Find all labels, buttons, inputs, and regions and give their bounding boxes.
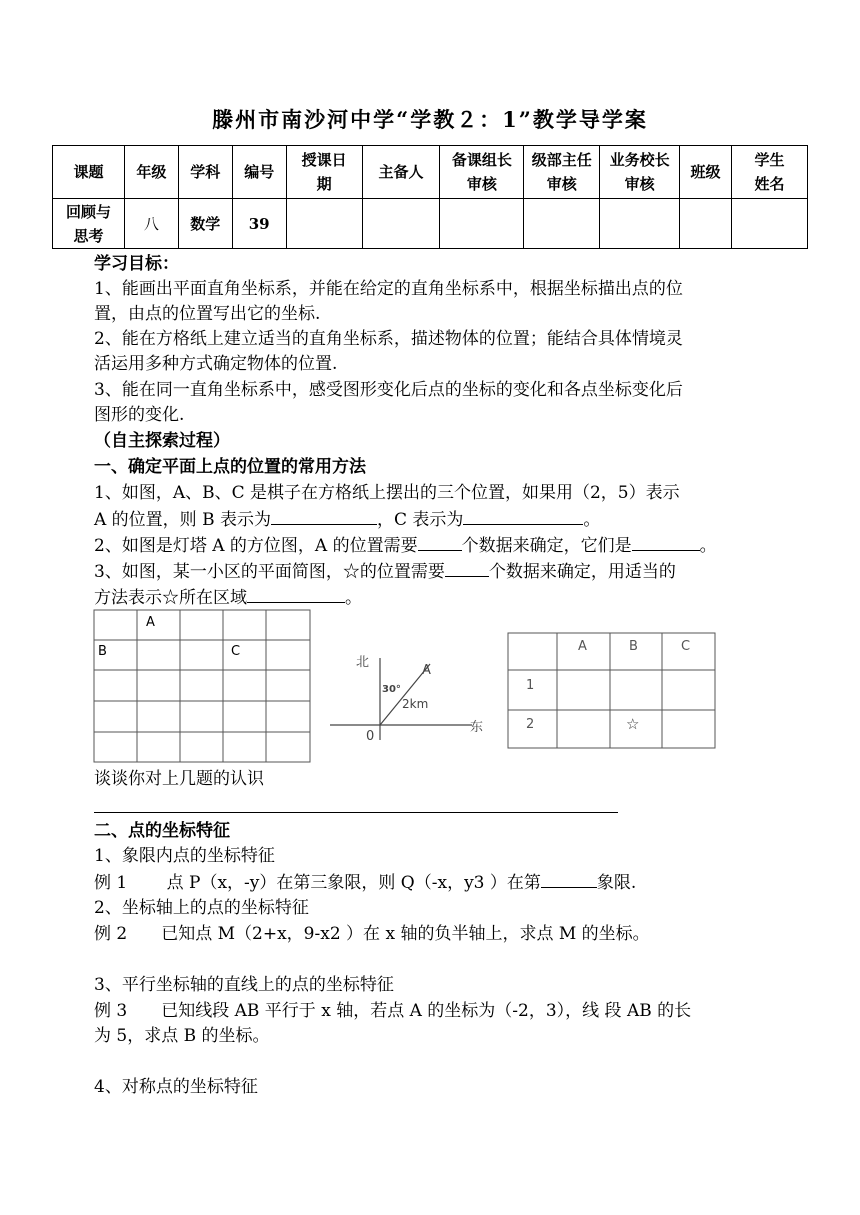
angle-label: 30° [382,684,401,695]
grid-label-c: C [231,644,241,659]
chessboard-grid-figure [92,609,314,765]
question-1-text-a: A 的位置，则 B 表示为 [94,510,271,530]
discussion-prompt: 谈谈你对上几题的认识 [94,769,264,789]
header-cell: 班级 [680,146,732,199]
exploration-heading: （自主探索过程） [94,431,230,451]
section-2-heading: 二、点的坐标特征 [94,821,230,841]
header-cell: 学科 [178,146,232,199]
goal-2-line-1: 2、能在方格纸上建立适当的直角坐标系，描述物体的位置；能结合具体情境灵 [94,329,683,349]
answer-blank-star-count[interactable] [445,559,489,577]
question-3-text-c: 方法表示☆所在区域 [94,588,247,608]
header-cell: 授课日期 [286,146,362,199]
distance-label: 2km [402,697,429,711]
question-3-text-d: 。 [345,588,362,608]
example-3-line-2: 为 5，求点 B 的坐标。 [94,1026,270,1046]
answer-blank-count[interactable] [418,533,462,551]
value-cell: 八 [124,199,178,249]
goals-heading: 学习目标： [94,254,179,274]
info-value-row [53,199,808,249]
question-1-text-b: ，C 表示为 [376,510,464,530]
subsection-1: 1、象限内点的坐标特征 [94,846,275,866]
east-label: 东 [470,720,484,735]
example-1-text: 例 1 点 P（x，-y）在第三象限，则 Q（-x，y3 ）在第 [94,873,541,893]
map-column-a: A [578,639,587,654]
header-cell: 编号 [232,146,286,199]
question-3-text-b: 个数据来确定，用适当的 [488,562,676,582]
map-row-2: 2 [526,717,535,732]
page-title: 滕州市南沙河中学“学教２：1”教学导学案 [212,107,648,132]
answer-blank-b[interactable] [271,507,377,525]
info-header-row [53,146,808,199]
example-2: 例 2 已知点 M（2+x，9-x2 ）在 x 轴的负半轴上，求点 M 的坐标。 [94,924,650,944]
lighthouse-bearing-figure [326,652,490,748]
value-cell [680,199,732,249]
goal-1-line-1: 1、能画出平面直角坐标系，并能在给定的直角坐标系中，根据坐标描出点的位 [94,279,683,299]
example-3-line-1: 例 3 已知线段 AB 平行于 x 轴，若点 A 的坐标为（-2，3），线 段 AB 的长 [94,1001,692,1021]
value-cell [362,199,440,249]
question-2 [94,533,717,558]
map-column-c: C [681,639,691,654]
goal-1-line-2: 置，由点的位置写出它的坐标. [94,304,321,324]
header-cell: 业务校长审核 [600,146,680,199]
question-3-line-2 [94,585,362,610]
example-1-tail: 象限. [596,873,637,893]
point-a-label: A [422,663,431,678]
question-1-line-2 [94,507,600,532]
value-cell [440,199,524,249]
value-cell [731,199,807,249]
info-table [52,145,808,249]
goal-2-line-2: 活运用多种方式确定物体的位置. [94,354,338,374]
question-2-text-c: 。 [699,536,717,556]
value-cell: 39 [232,199,286,249]
value-cell [286,199,362,249]
discussion-answer-line[interactable] [94,812,618,813]
header-cell: 备课组长审核 [440,146,524,199]
question-3-line-1 [94,559,676,584]
example-1 [94,870,636,895]
question-3-text-a: 3、如图，某一小区的平面简图，☆的位置需要 [94,562,445,582]
grid-label-a: A [146,615,155,630]
answer-blank-quadrant[interactable] [541,870,597,888]
value-cell [600,199,680,249]
header-cell: 主备人 [362,146,440,199]
subsection-3: 3、平行坐标轴的直线上的点的坐标特征 [94,975,394,995]
header-cell: 学生姓名 [731,146,807,199]
value-cell: 数学 [178,199,232,249]
star-icon: ☆ [626,715,640,733]
question-2-text-a: 2、如图是灯塔 A 的方位图，A 的位置需要 [94,536,418,556]
subsection-4: 4、对称点的坐标特征 [94,1077,258,1097]
map-row-1: 1 [526,678,535,693]
residential-map-figure [505,631,719,751]
answer-blank-data[interactable] [632,533,700,551]
header-cell: 级部主任审核 [524,146,600,199]
question-1-text-c: 。 [583,510,601,530]
map-column-b: B [629,639,638,654]
section-1-heading: 一、确定平面上点的位置的常用方法 [94,457,366,477]
header-cell: 年级 [124,146,178,199]
answer-blank-region[interactable] [247,585,345,603]
goal-3-line-2: 图形的变化. [94,405,185,425]
subsection-2: 2、坐标轴上的点的坐标特征 [94,898,309,918]
value-cell: 回顾与思考 [53,199,125,249]
question-2-text-b: 个数据来确定，它们是 [461,536,632,556]
grid-label-b: B [98,644,107,659]
origin-label: 0 [366,729,375,744]
goal-3-line-1: 3、能在同一直角坐标系中，感受图形变化后点的坐标的变化和各点坐标变化后 [94,380,683,400]
answer-blank-c[interactable] [463,507,583,525]
value-cell [524,199,600,249]
header-cell: 课题 [53,146,125,199]
question-1-line-1: 1、如图，A、B、C 是棋子在方格纸上摆出的三个位置，如果用（2，5）表示 [94,483,680,503]
north-label: 北 [356,655,370,670]
